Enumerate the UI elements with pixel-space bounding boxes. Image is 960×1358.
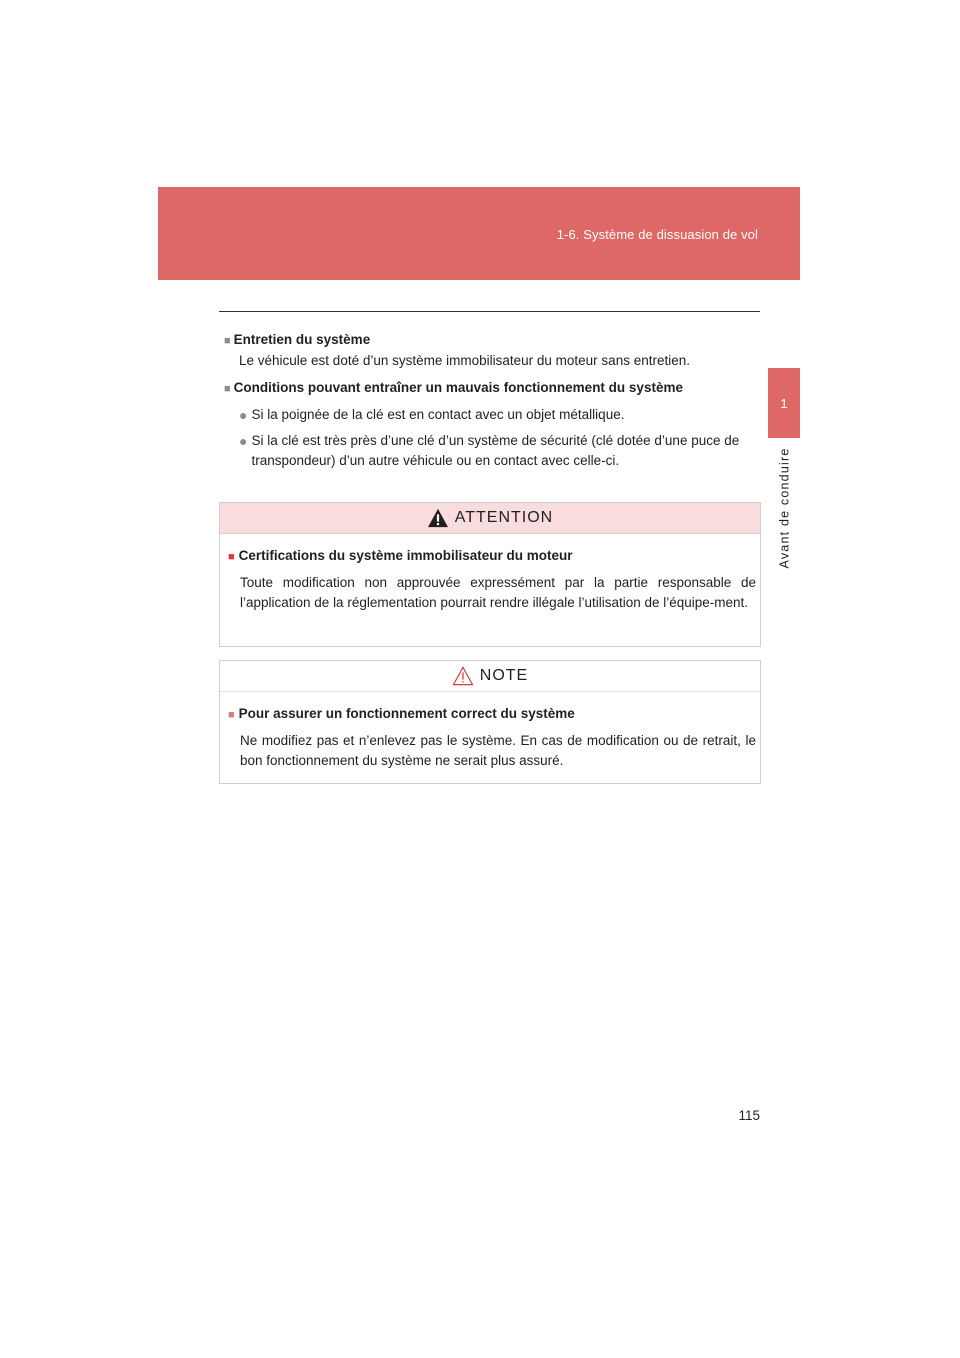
section-heading: ■ Conditions pouvant entraîner un mauvais fonctionnement du système: [224, 380, 683, 395]
caution-heading: ■ Certifications du système immobilisateur du moteur: [228, 548, 573, 563]
chapter-side-label: [768, 448, 800, 568]
square-bullet-icon: ■: [228, 709, 235, 721]
circle-bullet-icon: ●: [239, 407, 248, 423]
main-content: [224, 330, 760, 471]
header-band: [158, 187, 800, 280]
notice-label: NOTE: [479, 667, 529, 684]
top-divider: [219, 311, 760, 312]
notice-text: Ne modifiez pas et n’enlevez pas le système. En cas de modification ou de retrait, le bon fonctionnement du système ne serait plus assuré.: [240, 733, 756, 768]
square-bullet-icon: ■: [224, 383, 231, 395]
caution-text: Toute modification non approuvée expressément par la partie responsable de l’application de la réglementation pourrait rendre illégale l’utilisation de l’équipe-ment.: [240, 575, 756, 610]
chapter-title: Avant de conduire: [777, 447, 791, 569]
warning-triangle-outline-icon: [452, 666, 474, 686]
caution-label: ATTENTION: [454, 509, 554, 526]
circle-bullet-icon: ●: [239, 433, 248, 449]
warning-triangle-icon: [427, 508, 449, 528]
section-text: Le véhicule est doté d’un système immobilisateur du moteur sans entretien.: [239, 353, 690, 368]
chapter-number: 1: [780, 395, 788, 411]
notice-box: [219, 660, 761, 784]
square-bullet-icon: ■: [228, 551, 235, 563]
notice-heading: ■ Pour assurer un fonctionnement correct du système: [228, 706, 575, 721]
section-title: 1-6. Système de dissuasion de vol: [556, 227, 758, 242]
square-bullet-icon: ■: [224, 335, 231, 347]
page-number: 115: [738, 1108, 760, 1123]
list-item: ● Si la clé est très près d’une clé d’un système de sécurité (clé dotée d’une puce de transpondeur) d’un autre véhicule ou en contact avec celle-ci.: [224, 431, 760, 471]
caution-header: [220, 503, 760, 534]
caution-box: [219, 502, 761, 647]
section-heading: ■ Entretien du système: [224, 332, 371, 347]
list-item: ● Si la poignée de la clé est en contact avec un objet métallique.: [239, 407, 625, 423]
notice-header: [220, 661, 760, 692]
chapter-number-tab: [768, 368, 800, 438]
